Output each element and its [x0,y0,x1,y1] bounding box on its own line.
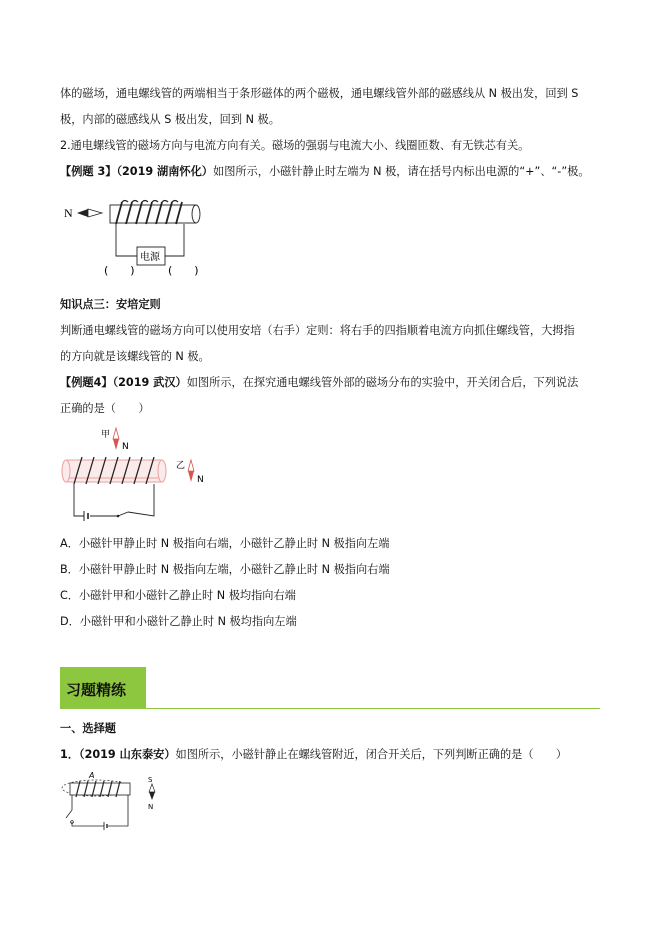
example3-text: 如图所示，小磁针静止时左端为 N 极，请在括号内标出电源的“+”、“-”极。 [213,165,590,178]
q1-source: （2019 山东泰安） [78,748,176,761]
compass-s-label: S [148,776,153,784]
knowledge3-line: 的方向就是该螺线管的 N 极。 [60,350,210,363]
section-heading: 一、选择题 [60,722,116,735]
option-d: D．小磁针甲和小磁针乙静止时 N 极均指向左端 [60,615,297,628]
paragraph-line: 2.通电螺线管的磁场方向与电流方向有关。磁场的强弱与电流大小、线圈匝数、有无铁芯有关。 [60,139,530,152]
option-a: A．小磁针甲静止时 N 极指向右端，小磁针乙静止时 N 极指向左端 [60,537,390,550]
option-b: B．小磁针甲静止时 N 极指向左端，小磁针乙静止时 N 极指向右端 [60,563,390,576]
compass-n-label: N [148,803,154,811]
example3-tag: 【例题 3】 [60,165,117,178]
compass-yi-needle [188,460,194,482]
q1-text: 如图所示，小磁针静止在螺线管附近，闭合开关后，下列判断正确的是（ ） [175,748,568,761]
example3-source: （2019 湖南怀化） [116,165,213,178]
option-c: C．小磁针甲和小磁针乙静止时 N 极均指向右端 [60,589,296,602]
compass-jia-label: 甲 [101,430,111,440]
practice-banner [60,667,146,709]
q1-number: 1． [60,748,79,761]
compass-jia-n-label: N [122,442,129,452]
power-source-label: 电源 [140,252,160,263]
example3-question [60,164,590,180]
circuit-wires [74,484,154,521]
compass-needle [149,784,155,800]
solenoid-tube [62,457,166,484]
compass-n-label: N [64,206,73,220]
circuit-wires [66,795,128,830]
example4-question [60,375,578,391]
compass-needle [77,209,102,217]
q1-figure [60,770,170,832]
compass-jia-needle [113,428,119,450]
compass-yi-n-label: N [197,475,204,485]
practice-q1 [60,747,567,763]
compass-yi-label: 乙 [176,461,186,471]
solenoid [70,781,130,797]
example4-text: 如图所示，在探究通电螺线管外部的磁场分布的实验中，开关闭合后，下列说法 [186,376,579,389]
knowledge3-line: 判断通电螺线管的磁场方向可以使用安培（右手）定则：将右手的四指顺着电流方向抓住螺线管，大拇指 [60,324,575,337]
example4-tag: 【例题4】 [60,376,113,389]
practice-banner-title: 习题精练 [66,681,127,699]
example4-source: （2019 武汉） [112,376,187,389]
paragraph-line: 体的磁场，通电螺线管的两端相当于条形磁体的两个磁极，通电螺线管外部的磁感线从 N 极出发，回到 S [60,87,579,100]
left-bracket: ( ) [104,264,135,277]
solenoid [110,201,200,225]
example4-question-cont: 正确的是（ ） [60,402,150,415]
paragraph-line: 极，内部的磁感线从 S 极出发，回到 N 极。 [60,113,280,126]
right-bracket: ( ) [168,264,199,277]
point-a-label: A [89,771,95,780]
knowledge3-title: 知识点三：安培定则 [60,298,161,311]
example3-figure [60,196,220,282]
banner-divider [60,708,600,709]
example4-figure [60,426,220,524]
